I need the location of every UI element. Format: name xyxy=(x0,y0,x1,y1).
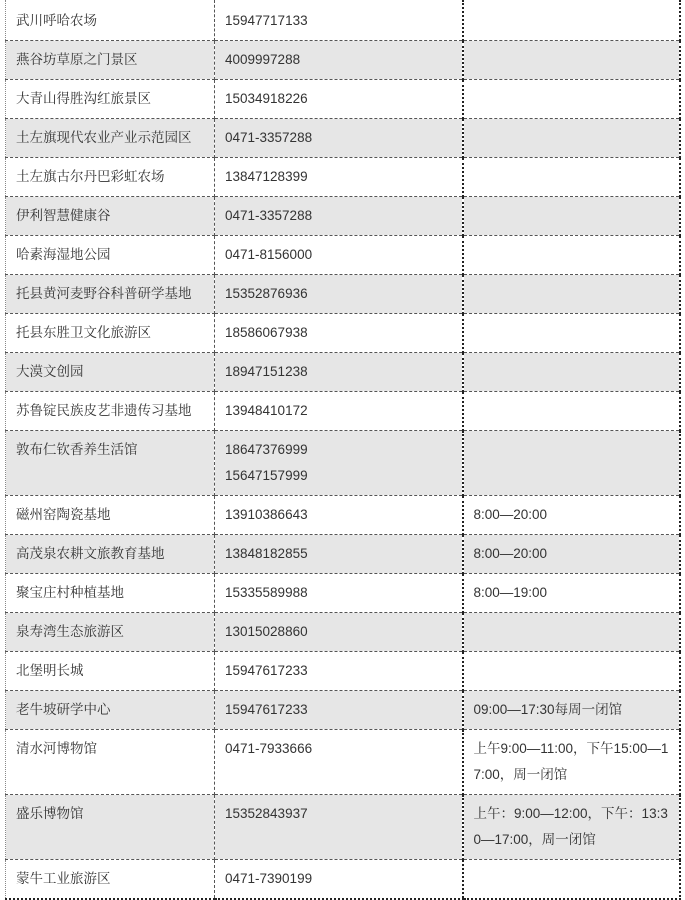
opening-hours-cell xyxy=(463,275,680,314)
phone-number: 18647376999 xyxy=(225,442,308,457)
phone-number: 0471-3357288 xyxy=(225,208,313,223)
phone-cell xyxy=(215,496,463,535)
table-row xyxy=(6,496,680,535)
phone-cell xyxy=(215,392,463,431)
opening-hours-cell xyxy=(463,80,680,119)
phone-cell xyxy=(215,860,463,900)
table-row xyxy=(6,197,680,236)
phone-number: 15947617233 xyxy=(225,702,308,717)
table-row xyxy=(6,236,680,275)
venue-name-cell: 苏鲁锭民族皮艺非遗传习基地 xyxy=(6,392,215,431)
table-row xyxy=(6,275,680,314)
phone-cell xyxy=(215,236,463,275)
venue-name-cell: 伊利智慧健康谷 xyxy=(6,197,215,236)
phone-cell xyxy=(215,730,463,795)
table-row xyxy=(6,535,680,574)
phone-number: 15352876936 xyxy=(225,286,308,301)
phone-number: 4009997288 xyxy=(225,52,301,67)
phone-cell xyxy=(215,0,463,41)
venue-name-cell: 高茂泉农耕文旅教育基地 xyxy=(6,535,215,574)
phone-cell xyxy=(215,158,463,197)
venue-name-cell: 盛乐博物馆 xyxy=(6,795,215,860)
opening-hours-cell xyxy=(463,652,680,691)
phone-cell xyxy=(215,314,463,353)
opening-hours-cell xyxy=(463,158,680,197)
phone-number: 0471-7390199 xyxy=(225,871,313,886)
table-row xyxy=(6,652,680,691)
venue-name-cell: 土左旗现代农业产业示范园区 xyxy=(6,119,215,158)
phone-number: 18586067938 xyxy=(225,325,308,340)
phone-number: 13948410172 xyxy=(225,403,308,418)
phone-number: 18947151238 xyxy=(225,364,308,379)
opening-hours-cell xyxy=(463,431,680,496)
table-row xyxy=(6,158,680,197)
phone-number: 15647157999 xyxy=(225,468,308,483)
opening-hours-cell: 8:00—19:00 xyxy=(463,574,680,613)
phone-cell xyxy=(215,353,463,392)
venue-name-cell: 大漠文创园 xyxy=(6,353,215,392)
phone-cell xyxy=(215,119,463,158)
phone-cell xyxy=(215,275,463,314)
phone-number: 15947617233 xyxy=(225,663,308,678)
venue-name-cell: 蒙牛工业旅游区 xyxy=(6,860,215,900)
venue-name-cell: 武川呼哈农场 xyxy=(6,0,215,41)
table-row xyxy=(6,860,680,900)
phone-number: 15947717133 xyxy=(225,13,308,28)
phone-number: 15352843937 xyxy=(225,806,308,821)
phone-number: 15335589988 xyxy=(225,585,308,600)
phone-number: 0471-7933666 xyxy=(225,741,313,756)
opening-hours-cell xyxy=(463,236,680,275)
venue-name-cell: 北堡明长城 xyxy=(6,652,215,691)
venue-name-cell: 泉寿湾生态旅游区 xyxy=(6,613,215,652)
opening-hours-cell: 09:00—17:30每周一闭馆 xyxy=(463,691,680,730)
phone-number: 0471-8156000 xyxy=(225,247,313,262)
table-row xyxy=(6,730,680,795)
opening-hours-cell xyxy=(463,353,680,392)
opening-hours-cell xyxy=(463,613,680,652)
opening-hours-cell xyxy=(463,0,680,41)
venue-name-cell: 燕谷坊草原之门景区 xyxy=(6,41,215,80)
opening-hours-cell: 上午9:00—11:00，下午15:00—17:00，周一闭馆 xyxy=(463,730,680,795)
table-row xyxy=(6,431,680,496)
table-row xyxy=(6,574,680,613)
table-row xyxy=(6,314,680,353)
opening-hours-cell: 上午：9:00—12:00，下午：13:30—17:00，周一闭馆 xyxy=(463,795,680,860)
phone-number: 13910386643 xyxy=(225,507,308,522)
table-row xyxy=(6,80,680,119)
opening-hours-cell xyxy=(463,119,680,158)
opening-hours-cell xyxy=(463,197,680,236)
opening-hours-cell xyxy=(463,392,680,431)
table-row xyxy=(6,119,680,158)
phone-cell xyxy=(215,41,463,80)
venue-name-cell: 清水河博物馆 xyxy=(6,730,215,795)
phone-cell xyxy=(215,535,463,574)
phone-number: 15034918226 xyxy=(225,91,308,106)
venue-name-cell: 哈素海湿地公园 xyxy=(6,236,215,275)
opening-hours-cell: 8:00—20:00 xyxy=(463,496,680,535)
venue-name-cell: 磁州窑陶瓷基地 xyxy=(6,496,215,535)
opening-hours-cell xyxy=(463,41,680,80)
phone-cell xyxy=(215,431,463,496)
table-row xyxy=(6,41,680,80)
table-row xyxy=(6,0,680,41)
table-row xyxy=(6,795,680,860)
phone-cell xyxy=(215,691,463,730)
phone-cell xyxy=(215,197,463,236)
opening-hours-cell xyxy=(463,860,680,900)
phone-cell xyxy=(215,795,463,860)
phone-number: 13847128399 xyxy=(225,169,308,184)
venue-name-cell: 托县黄河麦野谷科普研学基地 xyxy=(6,275,215,314)
venue-name-cell: 大青山得胜沟红旅景区 xyxy=(6,80,215,119)
venue-name-cell: 土左旗古尔丹巴彩虹农场 xyxy=(6,158,215,197)
phone-number: 13848182855 xyxy=(225,546,308,561)
opening-hours-cell: 8:00—20:00 xyxy=(463,535,680,574)
opening-hours-cell xyxy=(463,314,680,353)
table-row xyxy=(6,392,680,431)
venue-name-cell: 聚宝庄村种植基地 xyxy=(6,574,215,613)
venue-name-cell: 老牛坡研学中心 xyxy=(6,691,215,730)
venue-name-cell: 敦布仁钦香养生活馆 xyxy=(6,431,215,496)
phone-cell xyxy=(215,80,463,119)
table-row xyxy=(6,613,680,652)
phone-cell xyxy=(215,652,463,691)
phone-number: 0471-3357288 xyxy=(225,130,313,145)
venue-name-cell: 托县东胜卫文化旅游区 xyxy=(6,314,215,353)
phone-cell xyxy=(215,613,463,652)
phone-number: 13015028860 xyxy=(225,624,308,639)
table-body xyxy=(6,0,680,899)
table-row xyxy=(6,691,680,730)
table-row xyxy=(6,353,680,392)
contact-table xyxy=(5,0,681,900)
phone-cell xyxy=(215,574,463,613)
